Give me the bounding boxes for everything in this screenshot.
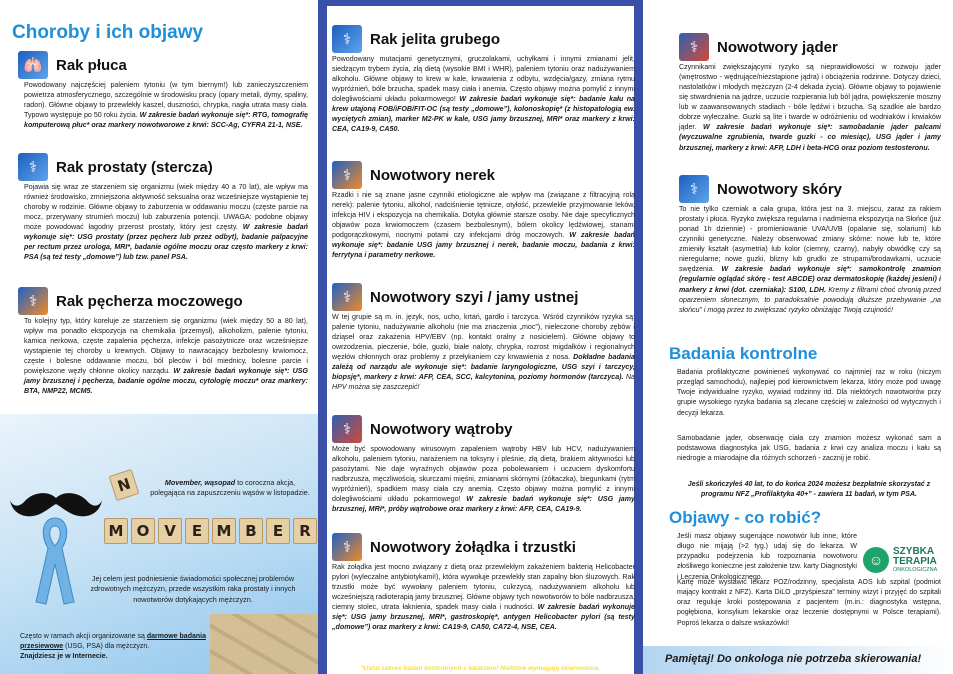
movember-footer: Często w ramach akcji organizowane są darmowe badania przesiewowe (USG, PSA) dla mężczyzn. Znajdziesz je w Internecie. [20, 633, 206, 660]
movember-intro: Movember, wąsopad to coroczna akcja, polegająca na zapuszczeniu wąsów w listopadzie. [150, 478, 310, 498]
section-skin-cancer [679, 174, 941, 315]
lungs-icon: 🫁 [18, 51, 48, 79]
letter-tile: O [131, 518, 155, 544]
section-title: Nowotwory skóry [717, 180, 843, 198]
section-body: Może być spowodowany wirusowym zapaleniem wątroby HBV lub HCV, nadużywaniem alkoholu, paleniem tytoniu, narażeniem na toksyny i pleśnie, złą dietą, brakiem aktywności lub pasożytami. Nie daje wyraźnych objawów poza pobolewaniem i uczuciem dyskomfortu nadbrzusza, męczliwością, skurczami mięśni, zmianami skórnymi (żółtaczka), biegunkami (rytm wypróżnień), spadkiem masy ciała czy anemią. Często objawy można pomylić z innymi dolegliwościami układu pokarmowego! W zakresie badań wykonuje się*: USG jamy brzusznej, MRI*, próby wątrobowe oraz markery z krwi: AFP, CEA, CA19-9. [332, 445, 635, 514]
logo-text-1: SZYBKA [893, 545, 935, 557]
check-ups-para-3: Jeśli skończyłeś 40 lat, to do końca 2024 możesz bezpłatnie skorzystać z programu NFZ „Profilaktyka 40+” - zawiera 11 badań, w tym PSA. [687, 481, 931, 499]
stomach-icon: ⚕ [332, 533, 362, 561]
letter-tile: M [104, 518, 128, 544]
section-body: Rzadki i nie są znane jasne czynniki etiologiczne ale wpływ ma (związane z filtracyjną rolą nerek): palenie tytoniu, alkohol, nadciśnienie tętnicze, otyłość, przewlekłe przyjmowanie leków, infekcja HIV i ekspozycja na chemikalia. Dotyka głównie starsze osoby. Nie daje specyficznych objawów poza krwiomoczem (czasem bezbolesnym), bólem okolicy lędźwiowej, stanami podgorączkowymi, nocnymi potami czy infekcjami dróg moczowych. W zakresie badań wykonuje się*: badanie USG jamy brzusznej i nerek, badanie moczu, badania z krwi: ferrytyna i parametry nerkowe. [332, 191, 635, 260]
section-body: Powodowany mutacjami genetycznymi, gruczolakami, uchyłkami i innymi zmianami jelit, siedzącym trybem życia, złą dietą (wysokie BMI i WHR), paleniem tytoniu oraz nadużywaniem alkoholu. Główne objawy to krew w kale, krwawienia z odbytu, wzdęcia/gazy, zmiana rytmu wypróżnień, bóle brzucha, spadek masy ciała i anemia. Często objawy można pomylić z innymi dolegliwościami układu pokarmowego! W zakresie badań wykonuje się*: badanie kału na krew utajoną FOB/iFOB/FIT-OC (są testy „domowe”), kolonoskopię* (z histopatologią ew. wyciętych zmian), marker M2-PK w kale, USG jamy brzusznej, MRI* oraz markery z krwi: CEA, CA19-9, CA50. [332, 55, 635, 134]
skin-icon: ⚕ [679, 175, 709, 203]
reminder-quote: Pamiętaj! Do onkologa nie potrzeba skierowania! [665, 653, 922, 665]
movember-tiles [104, 518, 317, 544]
kidney-icon: ⚕ [332, 161, 362, 189]
logo-text-3: ONKOLOGICZNA [893, 566, 938, 573]
section-lung-cancer [18, 50, 308, 130]
column-middle [318, 0, 643, 674]
szybka-terapia-logo [863, 540, 949, 580]
check-ups-para-2: Samobadanie jąder, obserwację ciała czy znamion możesz wykonać sam a podstawowa diagnostyka jak USG, badania z krwi czy analiza moczu i kału są niedrogie a miarodajne dla różnych schorzeń - zacznij je robić. [677, 435, 941, 463]
section-title: Nowotwory żołądka i trzustki [370, 538, 576, 556]
liver-icon: ⚕ [332, 415, 362, 443]
letter-tile: E [185, 518, 209, 544]
section-title: Rak prostaty (stercza) [56, 158, 213, 176]
section-stomach-pancreas-cancer [332, 532, 635, 632]
section-body: W tej grupie są m. in. język, nos, ucho, krtań, gardło i tarczyca. Wśród czynników ryzyka są: palenie tytoniu, nadużywanie alkoholu (nie ma znaczenia „moc”), nieleczone choroby zębów i dziąseł oraz zakażenia HPV/EBV (np. kontakt oralny z nosicielem). Główne objawy to owrzodzenia, pieczenie, bóle, guzki, białe naloty, chrypka, rozrost migdałków i regionalnych węzłów chłonnych oraz problemy z przełykaniem czy krwawienia z nosa. Dokładne badania zależą od narządu ale wykonuje się*: badanie laryngologiczne, USG szyi i tarczycy, biopsję*, markery z krwi: AFP, CEA, SCC, kalcytonina, poziomy hormonów (tarczyca). Na HPV można się zaszczepić! [332, 313, 635, 392]
column-left [0, 0, 318, 674]
section-title: Rak pęcherza moczowego [56, 292, 243, 310]
section-testicular-cancer [679, 32, 941, 153]
intestine-icon: ⚕ [332, 25, 362, 53]
letter-tile: E [266, 518, 290, 544]
letter-tile: R [293, 518, 317, 544]
section-title: Nowotwory szyi / jamy ustnej [370, 288, 579, 306]
section-neck-mouth-cancer [332, 282, 635, 393]
throat-icon: ⚕ [332, 283, 362, 311]
section-body: To nie tylko czerniak a cała grupa, która jest na 3. miejscu, zaraz za rakiem prostaty i płuca. Ryzyko zwiększa regularna i nadmierna ekspozycja na Słońce (już ponad 1h dziennie) - promieniowanie UVA/UVB (opalanie się, solarium) lub czynniki genetyczne. Należy obserwować zmiany skórne: nowe lub te, które zmieniły kształt (asymetria) lub kolor (ciemny, czarny), nabyły obwódkę czy są nieregularne; nowe guzki, blizny lub grudki ze strupami/brodawkami, uczucie swędzenia. W zakresie badań wykonuje się*: samokontrolę znamion (regularnie oglądać skórę - test ABCDE) oraz dermatoskopię (każdej jesieni) i markery z krwi (dot. czerniaka): S100, LDH. Kremy z filtrami choć chronią przed oparzeniem słonecznym, to paradoksalnie powodują dłuższe przebywanie „na słońcu” i mogą przez to zwiększać ryzyko obniżając Twoją czujność! [679, 205, 941, 314]
section-body: To kolejny typ, który koreluje ze starzeniem się organizmu (wiek między 50 a 80 lat), wpływ ma ponadto ekspozycja na chemikalia (przemysł), alkoholizm, palenie tytoniu, kamica nerkowa, częste zapalenia pęcherza, infekcje pasożytnicze oraz wcześniejsze wystąpienie tej choroby u krewnych. Objawy to nawracający bezbolesny krwiomocz, częste i bolesne oddawanie moczu, ból pleców i ból miednicy, bolesne parcie i powiększone węzły chłonne okolicy narządu. W zakresie badań wykonuje się*: USG jamy brzusznej i pęcherza, badanie ogólne moczu, cytologię moczu* oraz markery: BTA, NMP22, MCM5. [24, 317, 308, 396]
column-middle-panel [327, 6, 634, 674]
section-prostate-cancer [18, 152, 308, 263]
section-liver-cancer [332, 414, 635, 514]
movember-goal: Jej celem jest podniesienie świadomości społecznej problemów zdrowotnych mężczyzn, przede wszystkim raka prostaty i innych nowotworów dotykających mężczyzn. [90, 574, 296, 604]
logo-person-icon: ☺ [863, 547, 889, 573]
section-title: Rak płuca [56, 56, 127, 74]
logo-text-2: TERAPIA [893, 555, 937, 567]
section-title: Nowotwory nerek [370, 166, 496, 184]
tiles-pile [210, 614, 318, 674]
section-title: Rak jelita grubego [370, 30, 501, 48]
section-bladder-cancer [18, 286, 308, 397]
column-right [643, 0, 953, 674]
heading-symptoms: Objawy - co robić? [669, 508, 822, 527]
letter-tile: V [158, 518, 182, 544]
footnote: *Ustal zakres badań kontrolnych z lekarzem! Niektóre wymagają skierowania. [361, 665, 600, 672]
bladder-icon: ⚕ [18, 287, 48, 315]
section-body: Rak żołądka jest mocno związany z dietą oraz przewlekłym zakażeniem bakterią Helicobacter pylori (wyleczalne antybiotykami!), która wywołuje przewlekły stan zapalny błon śluzowych. Rak trzustki może być wywołany paleniem tytoniu, cukrzycą, nadużywaniem alkoholu lub wcześniejszą radioterapią jamy brzusznej. Główne objawy tych nowotworów to bóle nadbrzusza, ciemny stolec, utrata łaknienia, spadek masy ciała i nudności. W zakresie badań wykonuje się*: USG jamy brzusznej, MRI*, gastroskopię*, antygen Helicobacter pylori (są testy „domowe”) oraz markery z krwi: CA19-9, CA50, CA72-4, NSE, CEA. [332, 563, 635, 632]
section-title: Nowotwory jąder [717, 38, 838, 56]
section-kidney-cancer [332, 160, 635, 260]
section-body: Powodowany najczęściej paleniem tytoniu (w tym biernym!) lub zanieczyszczeniem powietrza atmosferycznego, szczególnie w środowisku pracy (opary metali, dymy, spaliny, radon). Główne objawy to przewlekły kaszel, duszności, chrypka, nagła utrata masy ciała. Typowo występuje po 50 roku życia. W zakresie badań wykonuje się*: RTG, tomografię komputerową płuc* oraz markery nowotworowe z krwi: SCC-Ag, CYFRA 21-1, NSE. [24, 81, 308, 130]
section-title: Nowotwory wątroby [370, 420, 513, 438]
symptoms-para-2: Kartę może wystawić lekarz POZ/rodzinny, specjalista AOS lub szpital (podmiot mający kontrakt z NFZ). Karta DiLO „przyśpiesza” terminy wizyt i przyjęć do szpitali oraz reguluje kroki postępowania z pacjentem (m.in.: diagnostyka wstępna, pogłębiona, konsylium lekarskie oraz leczenie dostępnymi w Polsce terapiami). Poproś lekarza o dalsze wskazówki! [677, 579, 941, 627]
section-body: Pojawia się wraz ze starzeniem się organizmu (wiek między 40 a 70 lat), ale wpływ ma również środowisko, zmniejszona aktywność seksualna oraz wcześniejsze wystąpienie tej choroby w rodzinie. Główne objawy to zaburzenia w oddawaniu moczu (częste parcie na mocz, przerywany strumień moczu) lub zaburzenia potencji. UWAGA: podobne objawy może powodować łagodny przerost prostaty, który jest częsty. W zakresie badań wykonuje się*: USG prostaty (przez pęcherz lub przez odbyt), badanie palpacyjne per rectum przez urologa, MRI*, badanie ogólne moczu oraz często markery z krwi: PSA (są też testy „domowe”) lub tzw. panel PSA. [24, 183, 308, 262]
heading-check-ups: Badania kontrolne [669, 344, 818, 363]
section-colon-cancer [332, 24, 635, 135]
prostate-icon: ⚕ [18, 153, 48, 181]
letter-tile: B [239, 518, 263, 544]
ribbon-icon [34, 514, 76, 606]
letter-tile: M [212, 518, 236, 544]
section-body: Czynnikami zwiększającymi ryzyko są nieprawidłowości w rozwoju jąder (wnętrostwo - wędrujące/niezstąpione jądra) i obciążenia rodzinne. Dotyczy dzieci, nastolatków i młodych mężczyzn (2-4 dekada życia). Główne objawy to pojawienie się stwardnienia na jądrze, uczucie rozpierania lub ból jądra, powiększenie moszny lub w zaawansowanych stadiach - bóle lędźwi i brzucha. Są szadkie ale bardzo dobrze wyleczalne. Guzki są lite i twarde w odróżnieniu od wodniaków i krwiaków jąder. W zakresie badań wykonuje się*: samobadanie jąder palcami (wyczuwalne zgrubienia, twarde guzki - co miesiąc), USG jąder i jamy brzusznej, markery z krwi: AFP, LDH i beta-HCG oraz poziom testosteronu. [679, 63, 941, 152]
symptoms-para-1: Jeśli masz objawy sugerujące nowotwór lub inne, które długo nie mijają (>2 tyg.) udaj się do lekarza. W przypadku podejrzenia lub rozpoznania nowotworu złośliwego konieczne jest założenie tzw. karty Diagnostyki i Leczenia Onkologicznego. [677, 533, 857, 581]
check-ups-para-1: Badania profilaktyczne powinieneś wykonywać co najmniej raz w roku (niczym przegląd samochodu), najlepiej pod kierownictwem lekarza, który może pod uwagę Twoje indywidualne ryzyko, wywiad rodzinny itd. Dla niektórych nowotworów przy grupie wysokiego ryzyka badania są zlecane częściej w zależności od wytycznych i decyzji lekarza. [677, 369, 941, 417]
letter-tile: N [109, 469, 140, 501]
testicle-icon: ⚕ [679, 33, 709, 61]
page-title: Choroby i ich objawy [12, 22, 204, 43]
movember-photo [0, 414, 318, 674]
